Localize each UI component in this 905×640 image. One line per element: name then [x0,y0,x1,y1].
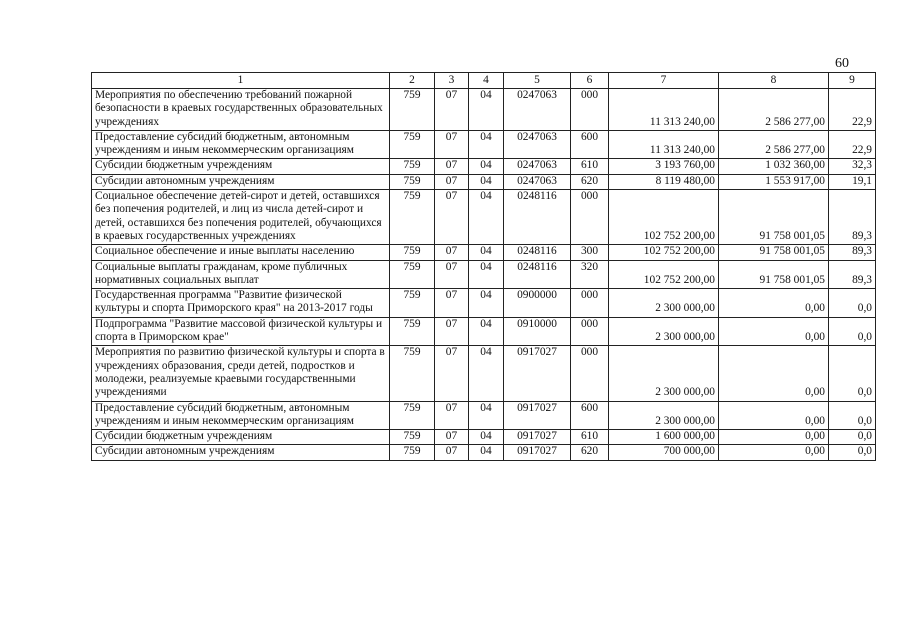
section-code: 07 [435,289,469,318]
expense-type-code: 600 [571,130,609,159]
column-header: 2 [390,73,435,89]
target-article-code: 0247063 [504,174,571,189]
column-header: 5 [504,73,571,89]
section-code: 07 [435,430,469,445]
target-article-code: 0248116 [504,190,571,245]
subsection-code: 04 [469,317,504,346]
subsection-code: 04 [469,430,504,445]
planned-amount: 8 119 480,00 [609,174,719,189]
executed-amount: 2 586 277,00 [719,130,829,159]
planned-amount: 2 300 000,00 [609,317,719,346]
executed-amount: 0,00 [719,445,829,460]
target-article-code: 0917027 [504,346,571,401]
expense-type-code: 320 [571,260,609,289]
table-row [92,430,876,445]
execution-percent: 0,0 [829,401,876,430]
target-article-code: 0917027 [504,430,571,445]
execution-percent: 0,0 [829,346,876,401]
target-article-code: 0247063 [504,89,571,131]
execution-percent: 22,9 [829,89,876,131]
execution-percent: 19,1 [829,174,876,189]
column-header: 6 [571,73,609,89]
row-name: Субсидии автономным учреждениям [92,445,390,460]
expense-type-code: 000 [571,190,609,245]
budget-table [91,72,876,461]
executed-amount: 91 758 001,05 [719,245,829,260]
ministry-code: 759 [390,346,435,401]
subsection-code: 04 [469,190,504,245]
row-name: Мероприятия по развитию физической культуры и спорта в учреждениях образования, среди детей, подростков и молодежи, реализуемые краевыми государственными учреждениями [92,346,390,401]
execution-percent: 0,0 [829,445,876,460]
ministry-code: 759 [390,260,435,289]
expense-type-code: 610 [571,430,609,445]
row-name: Мероприятия по обеспечению требований пожарной безопасности в краевых государственных образовательных учреждениях [92,89,390,131]
executed-amount: 91 758 001,05 [719,190,829,245]
ministry-code: 759 [390,317,435,346]
section-code: 07 [435,245,469,260]
row-name: Субсидии бюджетным учреждениям [92,430,390,445]
table-row [92,401,876,430]
subsection-code: 04 [469,289,504,318]
expense-type-code: 000 [571,346,609,401]
column-header: 1 [92,73,390,89]
subsection-code: 04 [469,174,504,189]
ministry-code: 759 [390,430,435,445]
subsection-code: 04 [469,401,504,430]
execution-percent: 0,0 [829,430,876,445]
table-row [92,289,876,318]
planned-amount: 102 752 200,00 [609,260,719,289]
subsection-code: 04 [469,346,504,401]
ministry-code: 759 [390,130,435,159]
column-header: 3 [435,73,469,89]
executed-amount: 0,00 [719,430,829,445]
subsection-code: 04 [469,130,504,159]
row-name: Подпрограмма "Развитие массовой физической культуры и спорта в Приморском крае" [92,317,390,346]
execution-percent: 0,0 [829,289,876,318]
table-body [92,89,876,461]
ministry-code: 759 [390,245,435,260]
planned-amount: 700 000,00 [609,445,719,460]
section-code: 07 [435,130,469,159]
table-row [92,245,876,260]
subsection-code: 04 [469,445,504,460]
target-article-code: 0917027 [504,401,571,430]
execution-percent: 0,0 [829,317,876,346]
expense-type-code: 620 [571,174,609,189]
ministry-code: 759 [390,89,435,131]
row-name: Социальное обеспечение и иные выплаты населению [92,245,390,260]
target-article-code: 0247063 [504,159,571,174]
subsection-code: 04 [469,159,504,174]
ministry-code: 759 [390,190,435,245]
subsection-code: 04 [469,89,504,131]
table-row [92,130,876,159]
planned-amount: 3 193 760,00 [609,159,719,174]
section-code: 07 [435,174,469,189]
section-code: 07 [435,260,469,289]
target-article-code: 0248116 [504,260,571,289]
row-name: Субсидии автономным учреждениям [92,174,390,189]
row-name: Субсидии бюджетным учреждениям [92,159,390,174]
expense-type-code: 610 [571,159,609,174]
target-article-code: 0248116 [504,245,571,260]
column-header: 7 [609,73,719,89]
planned-amount: 102 752 200,00 [609,190,719,245]
expense-type-code: 000 [571,289,609,318]
planned-amount: 2 300 000,00 [609,346,719,401]
table-row [92,346,876,401]
executed-amount: 91 758 001,05 [719,260,829,289]
planned-amount: 102 752 200,00 [609,245,719,260]
table-row [92,190,876,245]
target-article-code: 0910000 [504,317,571,346]
table-row [92,317,876,346]
column-number-row [92,73,876,89]
section-code: 07 [435,445,469,460]
section-code: 07 [435,190,469,245]
row-name: Социальное обеспечение детей-сирот и детей, оставшихся без попечения родителей, и лиц из числа детей-сирот и детей, оставшихся без попечения родителей, обучающихся в краевых государственных учреждениях [92,190,390,245]
column-header: 9 [829,73,876,89]
table-row [92,89,876,131]
table-row [92,260,876,289]
planned-amount: 11 313 240,00 [609,130,719,159]
execution-percent: 89,3 [829,245,876,260]
row-name: Социальные выплаты гражданам, кроме публичных нормативных социальных выплат [92,260,390,289]
section-code: 07 [435,159,469,174]
ministry-code: 759 [390,159,435,174]
executed-amount: 1 553 917,00 [719,174,829,189]
subsection-code: 04 [469,245,504,260]
executed-amount: 0,00 [719,401,829,430]
planned-amount: 1 600 000,00 [609,430,719,445]
execution-percent: 22,9 [829,130,876,159]
executed-amount: 0,00 [719,317,829,346]
execution-percent: 89,3 [829,190,876,245]
table-row [92,159,876,174]
planned-amount: 11 313 240,00 [609,89,719,131]
column-header: 8 [719,73,829,89]
section-code: 07 [435,346,469,401]
target-article-code: 0917027 [504,445,571,460]
row-name: Предоставление субсидий бюджетным, автономным учреждениям и иным некоммерческим организациям [92,130,390,159]
expense-type-code: 300 [571,245,609,260]
subsection-code: 04 [469,260,504,289]
execution-percent: 32,3 [829,159,876,174]
section-code: 07 [435,317,469,346]
executed-amount: 0,00 [719,289,829,318]
row-name: Предоставление субсидий бюджетным, автономным учреждениям и иным некоммерческим организациям [92,401,390,430]
planned-amount: 2 300 000,00 [609,289,719,318]
column-header: 4 [469,73,504,89]
executed-amount: 0,00 [719,346,829,401]
table-row [92,445,876,460]
ministry-code: 759 [390,174,435,189]
ministry-code: 759 [390,401,435,430]
section-code: 07 [435,89,469,131]
expense-type-code: 620 [571,445,609,460]
executed-amount: 1 032 360,00 [719,159,829,174]
planned-amount: 2 300 000,00 [609,401,719,430]
table-header [92,73,876,89]
expense-type-code: 000 [571,317,609,346]
expense-type-code: 000 [571,89,609,131]
execution-percent: 89,3 [829,260,876,289]
row-name: Государственная программа "Развитие физической культуры и спорта Приморского края" на 2013-2017 годы [92,289,390,318]
executed-amount: 2 586 277,00 [719,89,829,131]
ministry-code: 759 [390,445,435,460]
target-article-code: 0900000 [504,289,571,318]
expense-type-code: 600 [571,401,609,430]
ministry-code: 759 [390,289,435,318]
table-row [92,174,876,189]
section-code: 07 [435,401,469,430]
page-number: 60 [835,56,849,71]
target-article-code: 0247063 [504,130,571,159]
